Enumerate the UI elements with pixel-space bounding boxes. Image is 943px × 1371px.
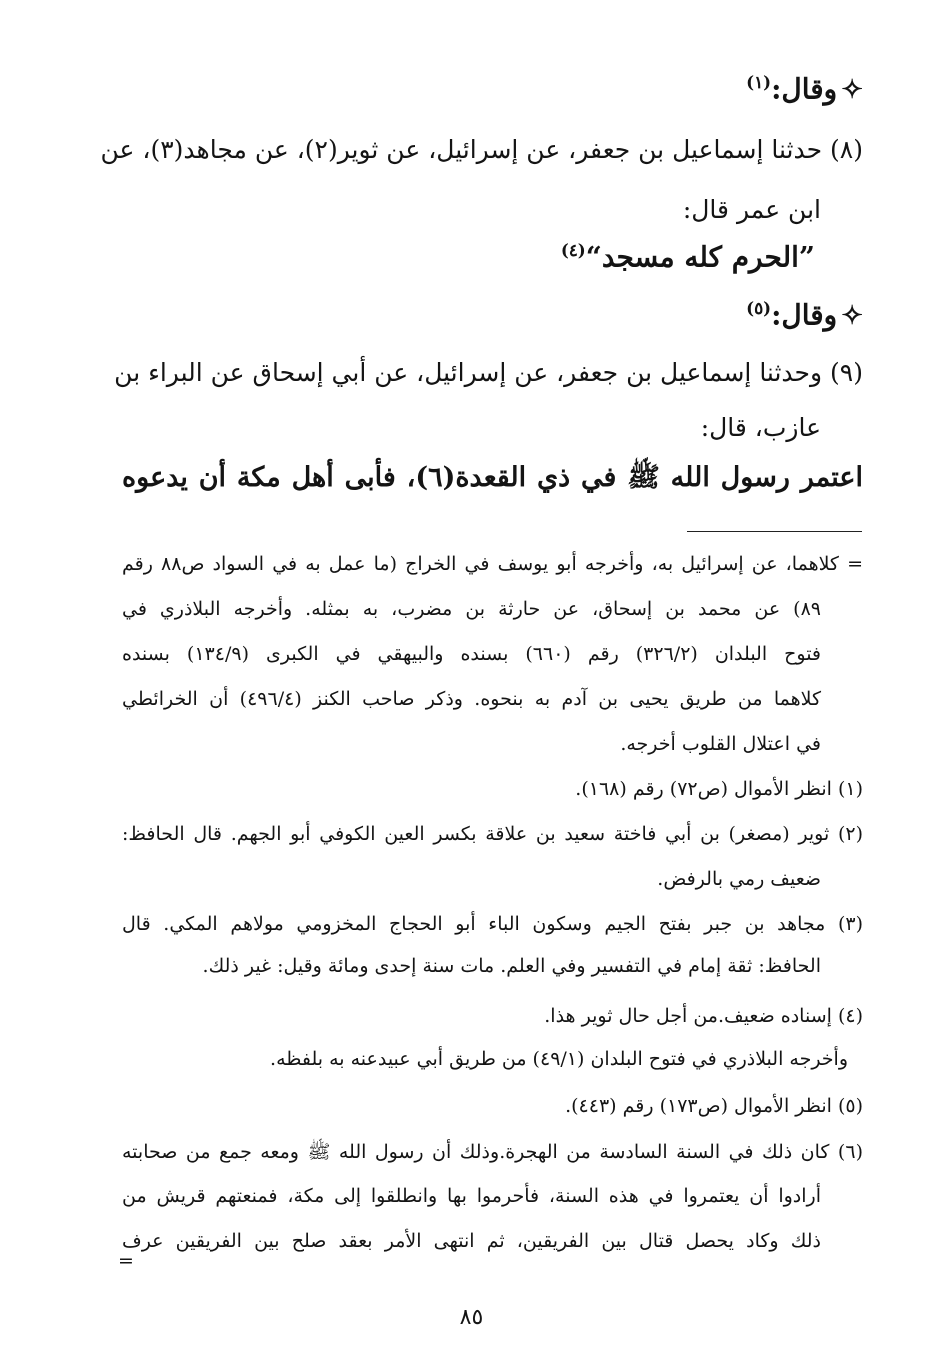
footnote-continued-line-1: = كلاهما، عن إسرائيل به، وأخرجه أبو يوسف في الخراج (ما عمل به في السواد ص٨٨ رقم xyxy=(122,553,863,575)
hadith-8-line-2: ابن عمر قال: xyxy=(682,195,821,224)
footnote-continued-line-5: في اعتلال القلوب أخرجه. xyxy=(620,733,821,755)
footnote-3-line-1: (٣) مجاهد بن جبر بفتح الجيم وسكون الباء أبو الحجاج المخزومي مولاهم المكي. قال xyxy=(122,913,863,935)
footnote-continued-line-4: كلاهما من طريق يحيى بن آدم به بنحوه. وذكر صاحب الكنز (٤٩٦/٤) أن الخرائطي xyxy=(122,688,821,710)
footnote-divider xyxy=(687,531,862,532)
heading-waqal-1: ✧وقال:$^{(١)}$ xyxy=(746,72,863,106)
heading-waqal-5: ✧وقال:$^{(٥)}$ xyxy=(746,298,863,332)
hadith-9-line-1: (٩) وحدثنا إسماعيل بن جعفر، عن إسرائيل، عن أبي إسحاق عن البراء بن xyxy=(114,358,863,387)
page-number: ٨٥ xyxy=(459,1305,484,1330)
footnote-ref: (٤) xyxy=(560,240,586,260)
four-point-star-icon: ✧ xyxy=(841,75,863,106)
hadith-8-line-1: (٨) حدثنا إسماعيل بن جعفر، عن إسرائيل، عن ثوير(٢)، عن مجاهد(٣)، عن xyxy=(100,135,863,164)
footnote-2-line-1: (٢) ثوير (مصغر) بن أبي فاختة سعيد بن علاقة بكسر العين الكوفي أبو الجهم. قال الحافظ: xyxy=(122,823,863,845)
continuation-mark: = xyxy=(118,1250,134,1272)
footnote-3-line-2: الحافظ: ثقة إمام في التفسير وفي العلم. مات سنة إحدى ومائة وقيل: غير ذلك. xyxy=(202,955,821,977)
hadith-9-line-2: عازب، قال: xyxy=(700,413,821,442)
footnote-5: (٥) انظر الأموال (ص١٧٣) رقم (٤٤٣). xyxy=(565,1095,863,1117)
footnote-ref: (٥) xyxy=(746,298,772,318)
footnote-2-line-2: ضعيف رمي بالرفض. xyxy=(657,868,821,890)
footnote-6-line-1: (٦) كان ذلك في السنة السادسة من الهجرة.وذلك أن رسول الله ﷺ ومعه جمع من صحابته xyxy=(122,1141,863,1163)
footnote-1: (١) انظر الأموال (ص٧٢) رقم (١٦٨). xyxy=(575,778,863,800)
footnote-4-line-2: وأخرجه البلاذري في فتوح البلدان (٤٩/١) من طريق أبي عبيدعنه به بلفظه. xyxy=(270,1048,848,1070)
footnote-6-line-2: أرادوا أن يعتمروا في هذه السنة، فأحرموا بها وانطلقوا إلى مكة، فمنعتهم قريش من xyxy=(122,1185,821,1207)
footnote-ref: (١) xyxy=(746,72,772,92)
hadith-8-matn: ”الحرم كله مسجد“$^{(٤)}$ xyxy=(560,240,815,274)
footnote-continued-line-3: فتوح البلدان (٣٢٦/٢) رقم (٦٦٠) بسنده والبيهقي في الكبرى (١٣٤/٩) بسنده xyxy=(122,643,822,665)
footnote-4-line-1: (٤) إسناده ضعيف.من أجل حال ثوير هذا. xyxy=(544,1005,863,1027)
hadith-9-matn: اعتمر رسول الله ﷺ في ذي القعدة(٦)، فأبى أهل مكة أن يدعوه xyxy=(122,462,863,493)
footnote-continued-line-2: ٨٩) عن محمد بن إسحاق، عن حارثة بن مضرب، به بمثله. وأخرجه البلاذري في xyxy=(122,598,821,620)
four-point-star-icon: ✧ xyxy=(841,301,863,332)
footnote-6-line-3: ذلك وكاد يحصل قتال بين الفريقين، ثم انتهى الأمر بعقد صلح بين الفريقين عرف xyxy=(122,1230,821,1252)
